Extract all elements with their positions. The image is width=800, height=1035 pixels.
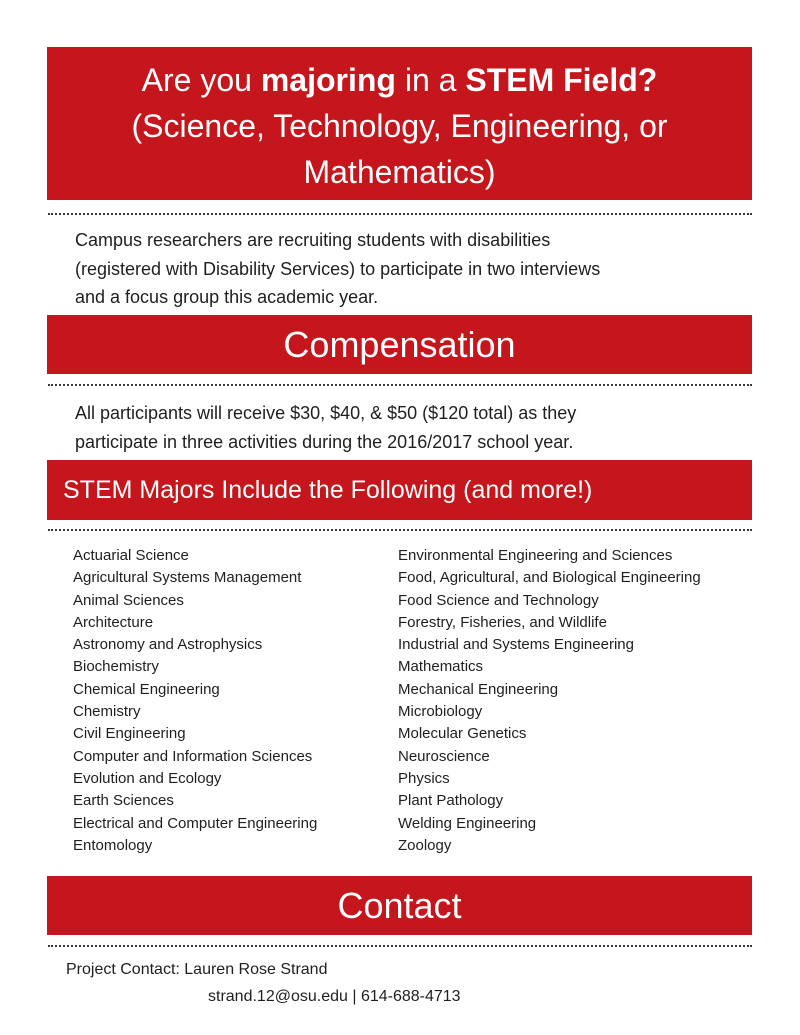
majors-list-left xyxy=(73,545,317,857)
major-item: Neuroscience xyxy=(398,747,490,765)
dotted-divider xyxy=(48,384,752,386)
major-item: Electrical and Computer Engineering xyxy=(73,814,318,832)
major-item: Physics xyxy=(398,769,450,787)
major-item: Animal Sciences xyxy=(73,591,184,609)
title-emphasis-stem-field: STEM Field? xyxy=(465,62,658,98)
major-item: Molecular Genetics xyxy=(398,725,527,743)
major-item: Entomology xyxy=(73,836,153,854)
major-item: Food, Agricultural, and Biological Engineering xyxy=(398,569,701,587)
contact-email: strand.12@osu.edu xyxy=(208,988,348,1005)
major-item: Biochemistry xyxy=(73,658,159,676)
compensation-line: participate in three activities during the 2016/2017 school year. xyxy=(75,431,574,452)
major-item: Mathematics xyxy=(398,658,484,676)
intro-paragraph xyxy=(75,226,765,312)
major-item: Welding Engineering xyxy=(398,814,537,832)
contact-heading: Contact xyxy=(47,876,752,935)
contact-separator: | xyxy=(347,988,361,1005)
major-item: Architecture xyxy=(73,613,154,631)
dotted-divider xyxy=(48,945,752,947)
major-item: Microbiology xyxy=(398,703,483,721)
title-banner xyxy=(47,47,752,200)
majors-heading: STEM Majors Include the Following (and more!) xyxy=(47,460,752,520)
major-item: Agricultural Systems Management xyxy=(73,569,302,587)
major-item: Earth Sciences xyxy=(73,792,174,810)
major-item: Civil Engineering xyxy=(73,725,186,743)
intro-line: and a focus group this academic year. xyxy=(75,287,379,307)
intro-line: (registered with Disability Services) to participate in two interviews xyxy=(75,258,601,279)
contact-details xyxy=(208,986,461,1008)
major-item: Actuarial Science xyxy=(73,547,189,564)
title-line-3: Mathematics) xyxy=(303,154,496,190)
title-text: in a xyxy=(395,62,466,98)
majors-list-right xyxy=(398,545,701,857)
compensation-line: All participants will receive $30, $40, & $50 ($120 total) as they xyxy=(75,403,577,423)
compensation-paragraph xyxy=(75,399,765,456)
title-text: Are you xyxy=(141,62,261,98)
dotted-divider xyxy=(48,213,752,215)
title-emphasis-majoring: majoring xyxy=(260,62,396,98)
major-item: Food Science and Technology xyxy=(398,591,599,609)
intro-line: Campus researchers are recruiting students with disabilities xyxy=(75,230,551,250)
major-item: Plant Pathology xyxy=(398,792,504,810)
dotted-divider xyxy=(48,529,752,531)
major-item: Chemical Engineering xyxy=(73,680,220,698)
major-item: Forestry, Fisheries, and Wildlife xyxy=(398,613,607,631)
major-item: Chemistry xyxy=(73,703,141,721)
title-line-1 xyxy=(47,57,752,103)
major-item: Computer and Information Sciences xyxy=(73,747,313,765)
contact-phone: 614-688-4713 xyxy=(360,988,461,1005)
title-line-2: (Science, Technology, Engineering, or xyxy=(131,108,668,144)
major-item: Mechanical Engineering xyxy=(398,680,559,698)
compensation-heading: Compensation xyxy=(47,315,752,374)
major-item: Industrial and Systems Engineering xyxy=(398,636,634,654)
major-item: Zoology xyxy=(398,836,452,854)
major-item: Astronomy and Astrophysics xyxy=(73,636,263,654)
project-contact-name: Project Contact: Lauren Rose Strand xyxy=(66,961,328,978)
major-item: Environmental Engineering and Sciences xyxy=(398,547,673,564)
major-item: Evolution and Ecology xyxy=(73,769,222,787)
